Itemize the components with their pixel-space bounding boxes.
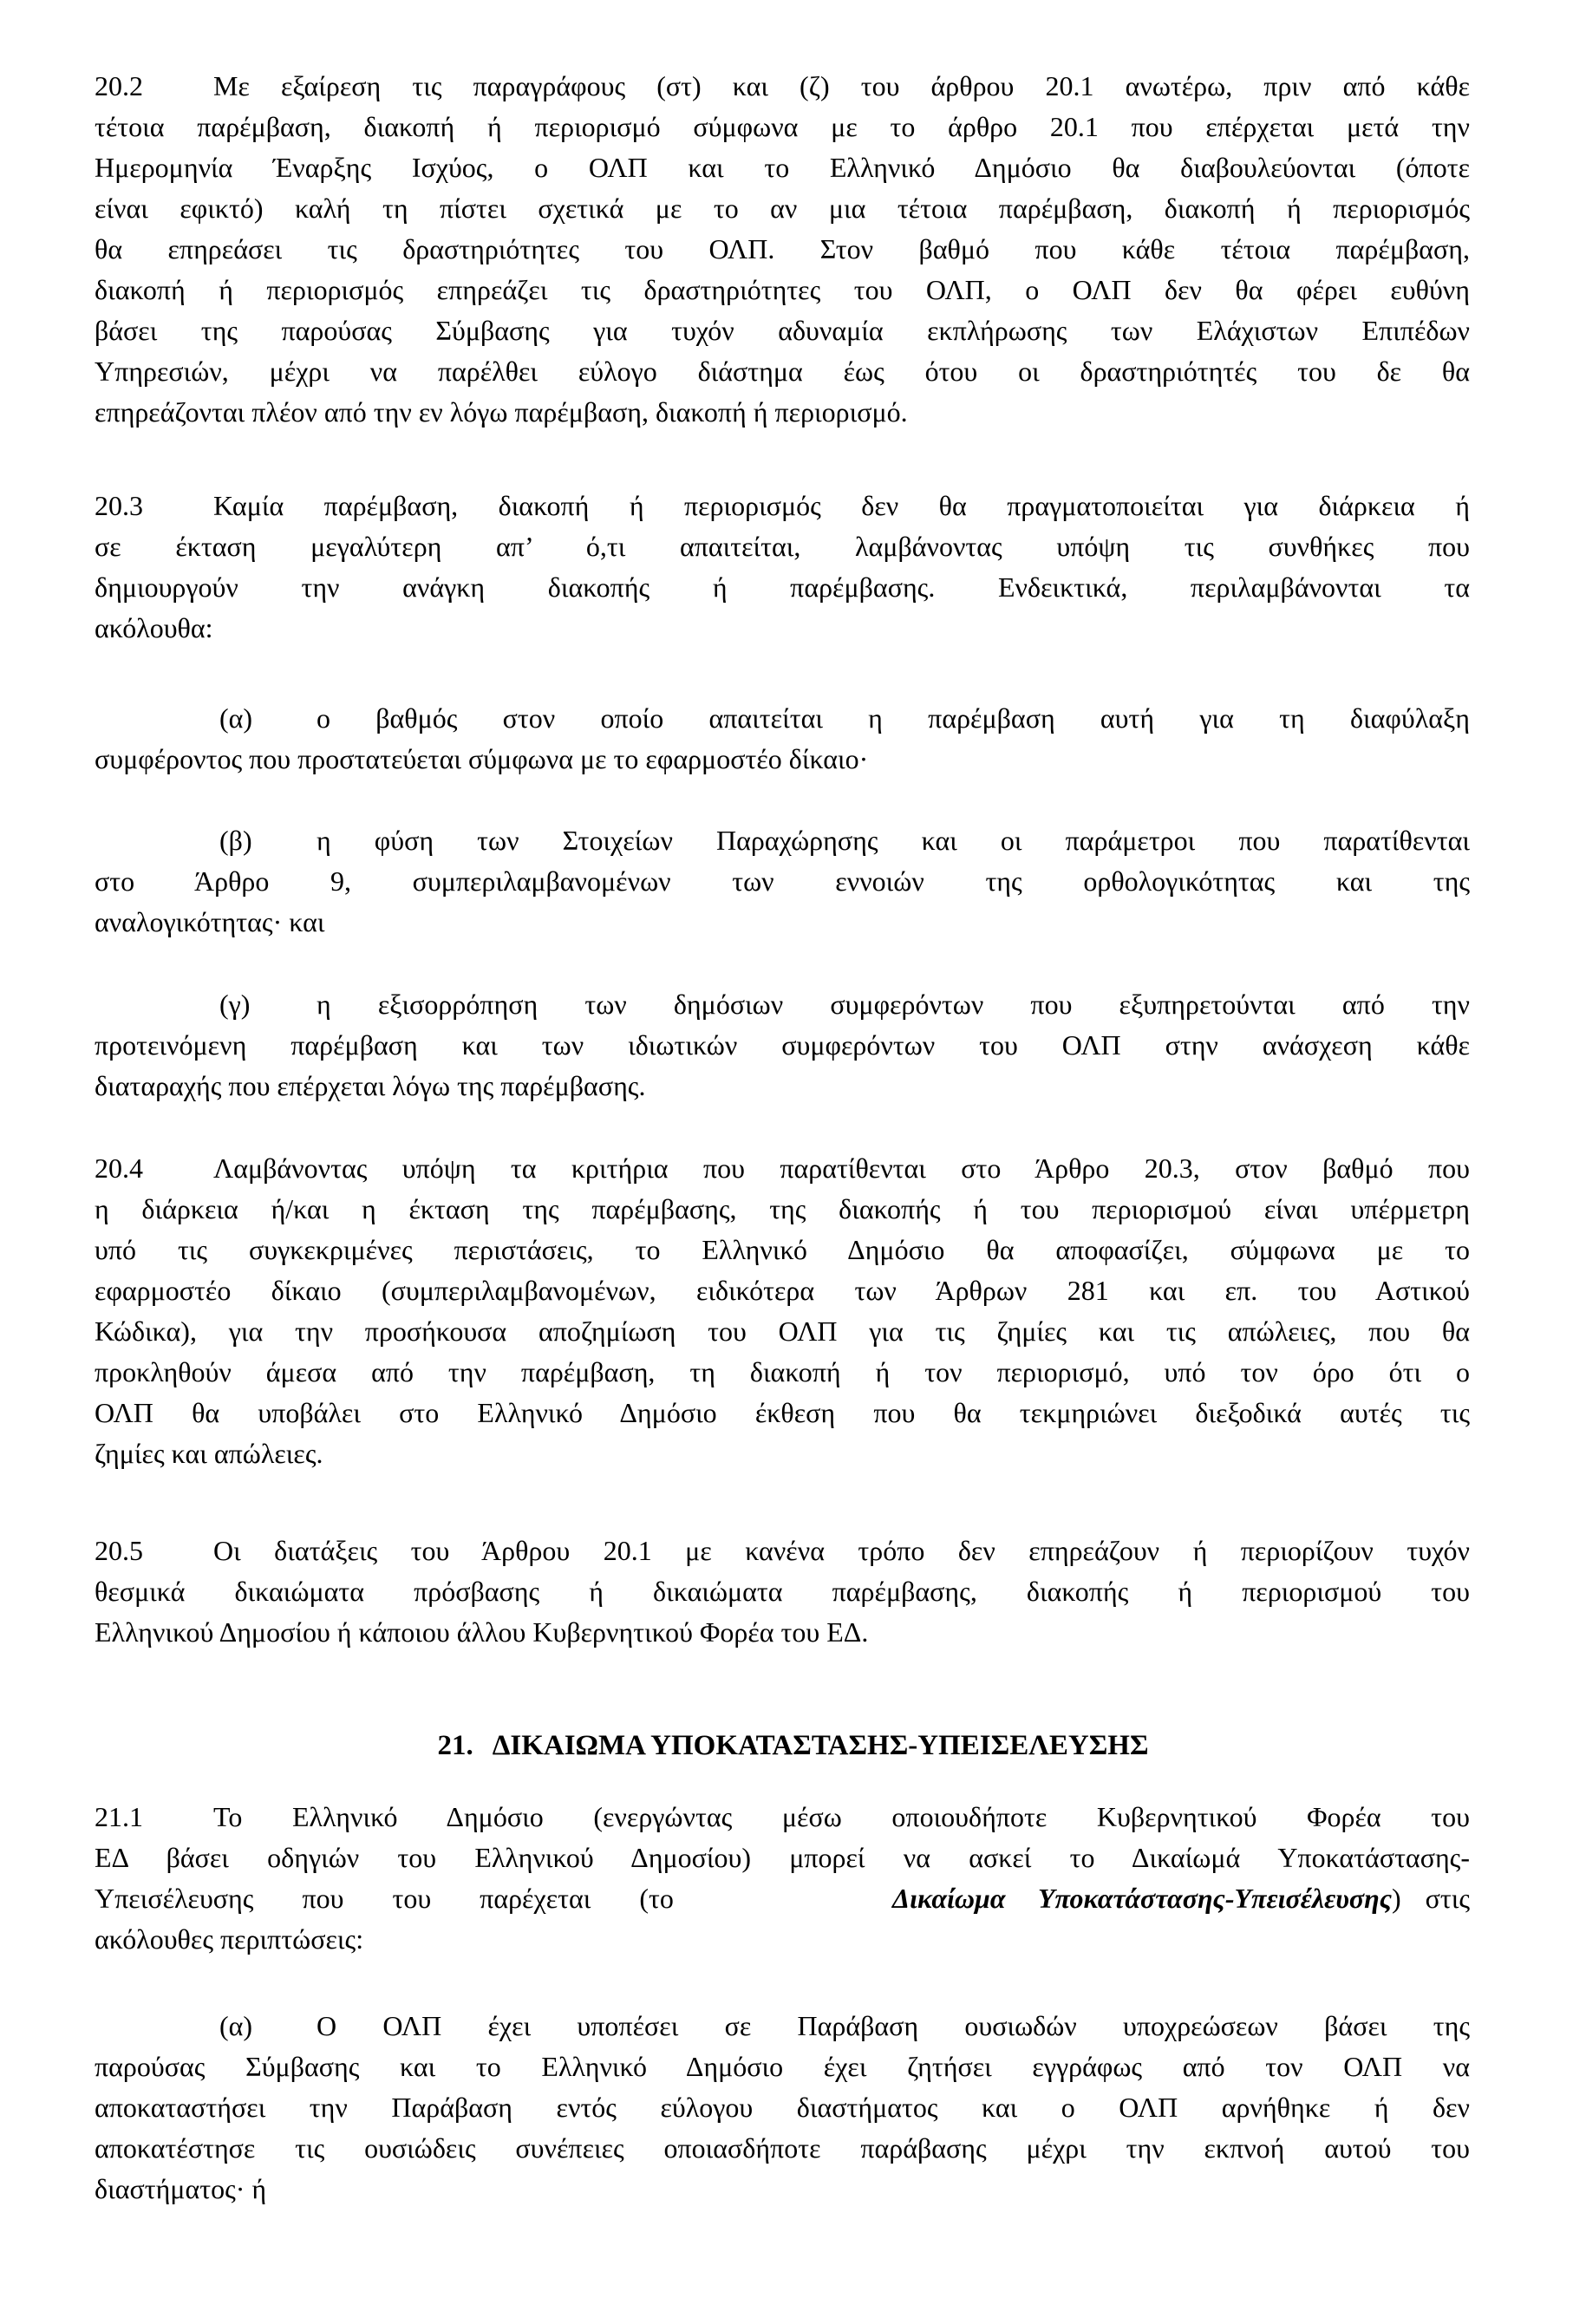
section-text: Λαμβάνοντας υπόψη τα κριτήρια που παρατίθενται στο Άρθρο 20.3, στον βαθμό που <box>213 1152 1470 1184</box>
text-line: διαταραχής που επέρχεται λόγω της παρέμβασης. <box>95 1070 646 1101</box>
text-line: Κώδικα), για την προσήκουσα αποζημίωση του ΟΛΠ για τις ζημίες και τις απώλειες, που θα <box>95 1315 1470 1347</box>
section-text: Οι διατάξεις του Άρθρου 20.1 με κανένα τρόπο δεν επηρεάζουν ή περιορίζουν τυχόν <box>213 1535 1470 1566</box>
list-item-alpha <box>95 698 1470 780</box>
section-first-line <box>95 1797 1470 1838</box>
text-line: αποκαταστήσει την Παράβαση εντός εύλογου διαστήματος και ο ΟΛΠ αρνήθηκε ή δεν <box>95 2092 1470 2123</box>
section-20-5 <box>95 1531 1470 1653</box>
text-line: ακόλουθα: <box>95 612 213 643</box>
text-line: ζημίες και απώλειες. <box>95 1438 323 1469</box>
text-line: συμφέροντος που προστατεύεται σύμφωνα με το εφαρμοστέο δίκαιο· <box>95 743 869 774</box>
item-text: Ο ΟΛΠ έχει υποπέσει σε Παράβαση ουσιωδών υποχρεώσεων βάσει της <box>317 2010 1470 2041</box>
heading-title: ΔΙΚΑΙΩΜΑ ΥΠΟΚΑΤΑΣΤΑΣΗΣ-ΥΠΕΙΣΕΛΕΥΣΗΣ <box>492 1730 1149 1761</box>
item-first-line <box>95 698 1470 739</box>
section-number: 20.5 <box>95 1535 143 1566</box>
text-line: εφαρμοστέο δίκαιο (συμπεριλαμβανομένων, ειδικότερα των Άρθρων 281 και επ. του Αστικού <box>95 1275 1470 1306</box>
section-text: Το Ελληνικό Δημόσιο (ενεργώντας μέσω οποιουδήποτε Κυβερνητικού Φορέα του <box>213 1801 1470 1832</box>
item-label: (α) <box>219 2010 253 2041</box>
text-line: προκληθούν άμεσα από την παρέμβαση, τη διακοπή ή τον περιορισμό, υπό τον όρο ότι ο <box>95 1356 1470 1387</box>
item-label: (β) <box>219 825 252 856</box>
item-label: (γ) <box>219 989 251 1020</box>
text-before-term: Υπεισέλευσης που του παρέχεται (το <box>95 1883 674 1914</box>
list-item-21-1-alpha <box>95 2006 1470 2210</box>
section-number: 20.2 <box>95 70 143 101</box>
section-number: 20.4 <box>95 1152 143 1184</box>
text-line: διακοπή ή περιορισμός επηρεάζει τις δραστηριότητες του ΟΛΠ, ο ΟΛΠ δεν θα φέρει ευθύνη <box>95 274 1470 305</box>
list-item-gamma <box>95 984 1470 1107</box>
text-line: τέτοια παρέμβαση, διακοπή ή περιορισμό σύμφωνα με το άρθρο 20.1 που επέρχεται μετά την <box>95 111 1470 142</box>
text-line: παρούσας Σύμβασης και το Ελληνικό Δημόσιο έχει ζητήσει εγγράφως από τον ΟΛΠ να <box>95 2051 1470 2082</box>
section-20-3 <box>95 486 1470 649</box>
section-number: 20.3 <box>95 490 143 521</box>
text-after-term: ) στις <box>1391 1883 1470 1914</box>
text-line: Υπηρεσιών, μέχρι να παρέλθει εύλογο διάστημα έως ότου οι δραστηριότητές του δε θα <box>95 356 1470 387</box>
item-first-line <box>95 2006 1470 2047</box>
heading-number: 21. <box>437 1730 473 1761</box>
text-line: αποκατέστησε τις ουσιώδεις συνέπειες οποιασδήποτε παράβασης μέχρι την εκπνοή αυτού του <box>95 2132 1470 2164</box>
text-line: ΟΛΠ θα υποβάλει στο Ελληνικό Δημόσιο έκθεση που θα τεκμηριώνει διεξοδικά αυτές τις <box>95 1397 1470 1428</box>
text-line-with-defined-term <box>95 1878 1470 1919</box>
defined-term-wrap <box>892 1878 1470 1919</box>
text-line: επηρεάζονται πλέον από την εν λόγω παρέμβαση, διακοπή ή περιορισμό. <box>95 396 908 428</box>
item-first-line <box>95 820 1470 861</box>
text-line: θα επηρεάσει τις δραστηριότητες του ΟΛΠ. Στον βαθμό που κάθε τέτοια παρέμβαση, <box>95 233 1470 264</box>
text-line: στο Άρθρο 9, συμπεριλαμβανομένων των εννοιών της ορθολογικότητας και της <box>95 865 1470 897</box>
section-heading <box>0 1726 1586 1766</box>
text-line: είναι εφικτό) καλή τη πίστει σχετικά με το αν μια τέτοια παρέμβαση, διακοπή ή περιορισμός <box>95 193 1470 224</box>
text-line: προτεινόμενη παρέμβαση και των ιδιωτικών συμφερόντων του ΟΛΠ στην ανάσχεση κάθε <box>95 1029 1470 1061</box>
item-text: η εξισορρόπηση των δημόσιων συμφερόντων που εξυπηρετούνται από την <box>317 989 1470 1020</box>
text-line: υπό τις συγκεκριμένες περιστάσεις, το Ελληνικό Δημόσιο θα αποφασίζει, σύμφωνα με το <box>95 1234 1470 1265</box>
text-line: βάσει της παρούσας Σύμβασης για τυχόν αδυναμία εκπλήρωσης των Ελάχιστων Επιπέδων <box>95 315 1470 346</box>
text-line: σε έκταση μεγαλύτερη απ’ ό,τι απαιτείται, λαμβάνοντας υπόψη τις συνθήκες που <box>95 531 1470 562</box>
text-line: θεσμικά δικαιώματα πρόσβασης ή δικαιώματα παρέμβασης, διακοπής ή περιορισμού του <box>95 1576 1470 1607</box>
item-first-line <box>95 984 1470 1025</box>
text-line: δημιουργούν την ανάγκη διακοπής ή παρέμβασης. Ενδεικτικά, περιλαμβάνονται τα <box>95 571 1470 603</box>
section-text: Καμία παρέμβαση, διακοπή ή περιορισμός δεν θα πραγματοποιείται για διάρκεια ή <box>213 490 1470 521</box>
section-first-line <box>95 486 1470 526</box>
text-line: η διάρκεια ή/και η έκταση της παρέμβασης, της διακοπής ή του περιορισμού είναι υπέρμετρη <box>95 1193 1470 1224</box>
defined-term: Δικαίωμα Υποκατάστασης-Υπεισέλευσης <box>892 1883 1392 1914</box>
list-item-beta <box>95 820 1470 943</box>
item-label: (α) <box>219 702 253 734</box>
section-first-line <box>95 66 1470 107</box>
text-line: ακόλουθες περιπτώσεις: <box>95 1923 364 1955</box>
text-line: αναλογικότητας· και <box>95 906 325 937</box>
section-21-1 <box>95 1797 1470 1960</box>
text-line: Ημερομηνία Έναρξης Ισχύος, ο ΟΛΠ και το Ελληνικό Δημόσιο θα διαβουλεύονται (όποτε <box>95 152 1470 183</box>
section-20-4 <box>95 1148 1470 1474</box>
text-line: ΕΔ βάσει οδηγιών του Ελληνικού Δημοσίου) μπορεί να ασκεί το Δικαίωμά Υποκατάστασης- <box>95 1842 1470 1873</box>
section-number: 21.1 <box>95 1801 143 1832</box>
section-first-line <box>95 1531 1470 1571</box>
section-20-2 <box>95 66 1470 433</box>
text-line: διαστήματος· ή <box>95 2173 267 2204</box>
text-line: Ελληνικού Δημοσίου ή κάποιου άλλου Κυβερνητικού Φορέα του ΕΔ. <box>95 1616 869 1648</box>
item-text: ο βαθμός στον οποίο απαιτείται η παρέμβαση αυτή για τη διαφύλαξη <box>317 702 1470 734</box>
item-text: η φύση των Στοιχείων Παραχώρησης και οι παράμετροι που παρατίθενται <box>317 825 1470 856</box>
section-text: Με εξαίρεση τις παραγράφους (στ) και (ζ) του άρθρου 20.1 ανωτέρω, πριν από κάθε <box>213 70 1470 101</box>
section-first-line <box>95 1148 1470 1189</box>
